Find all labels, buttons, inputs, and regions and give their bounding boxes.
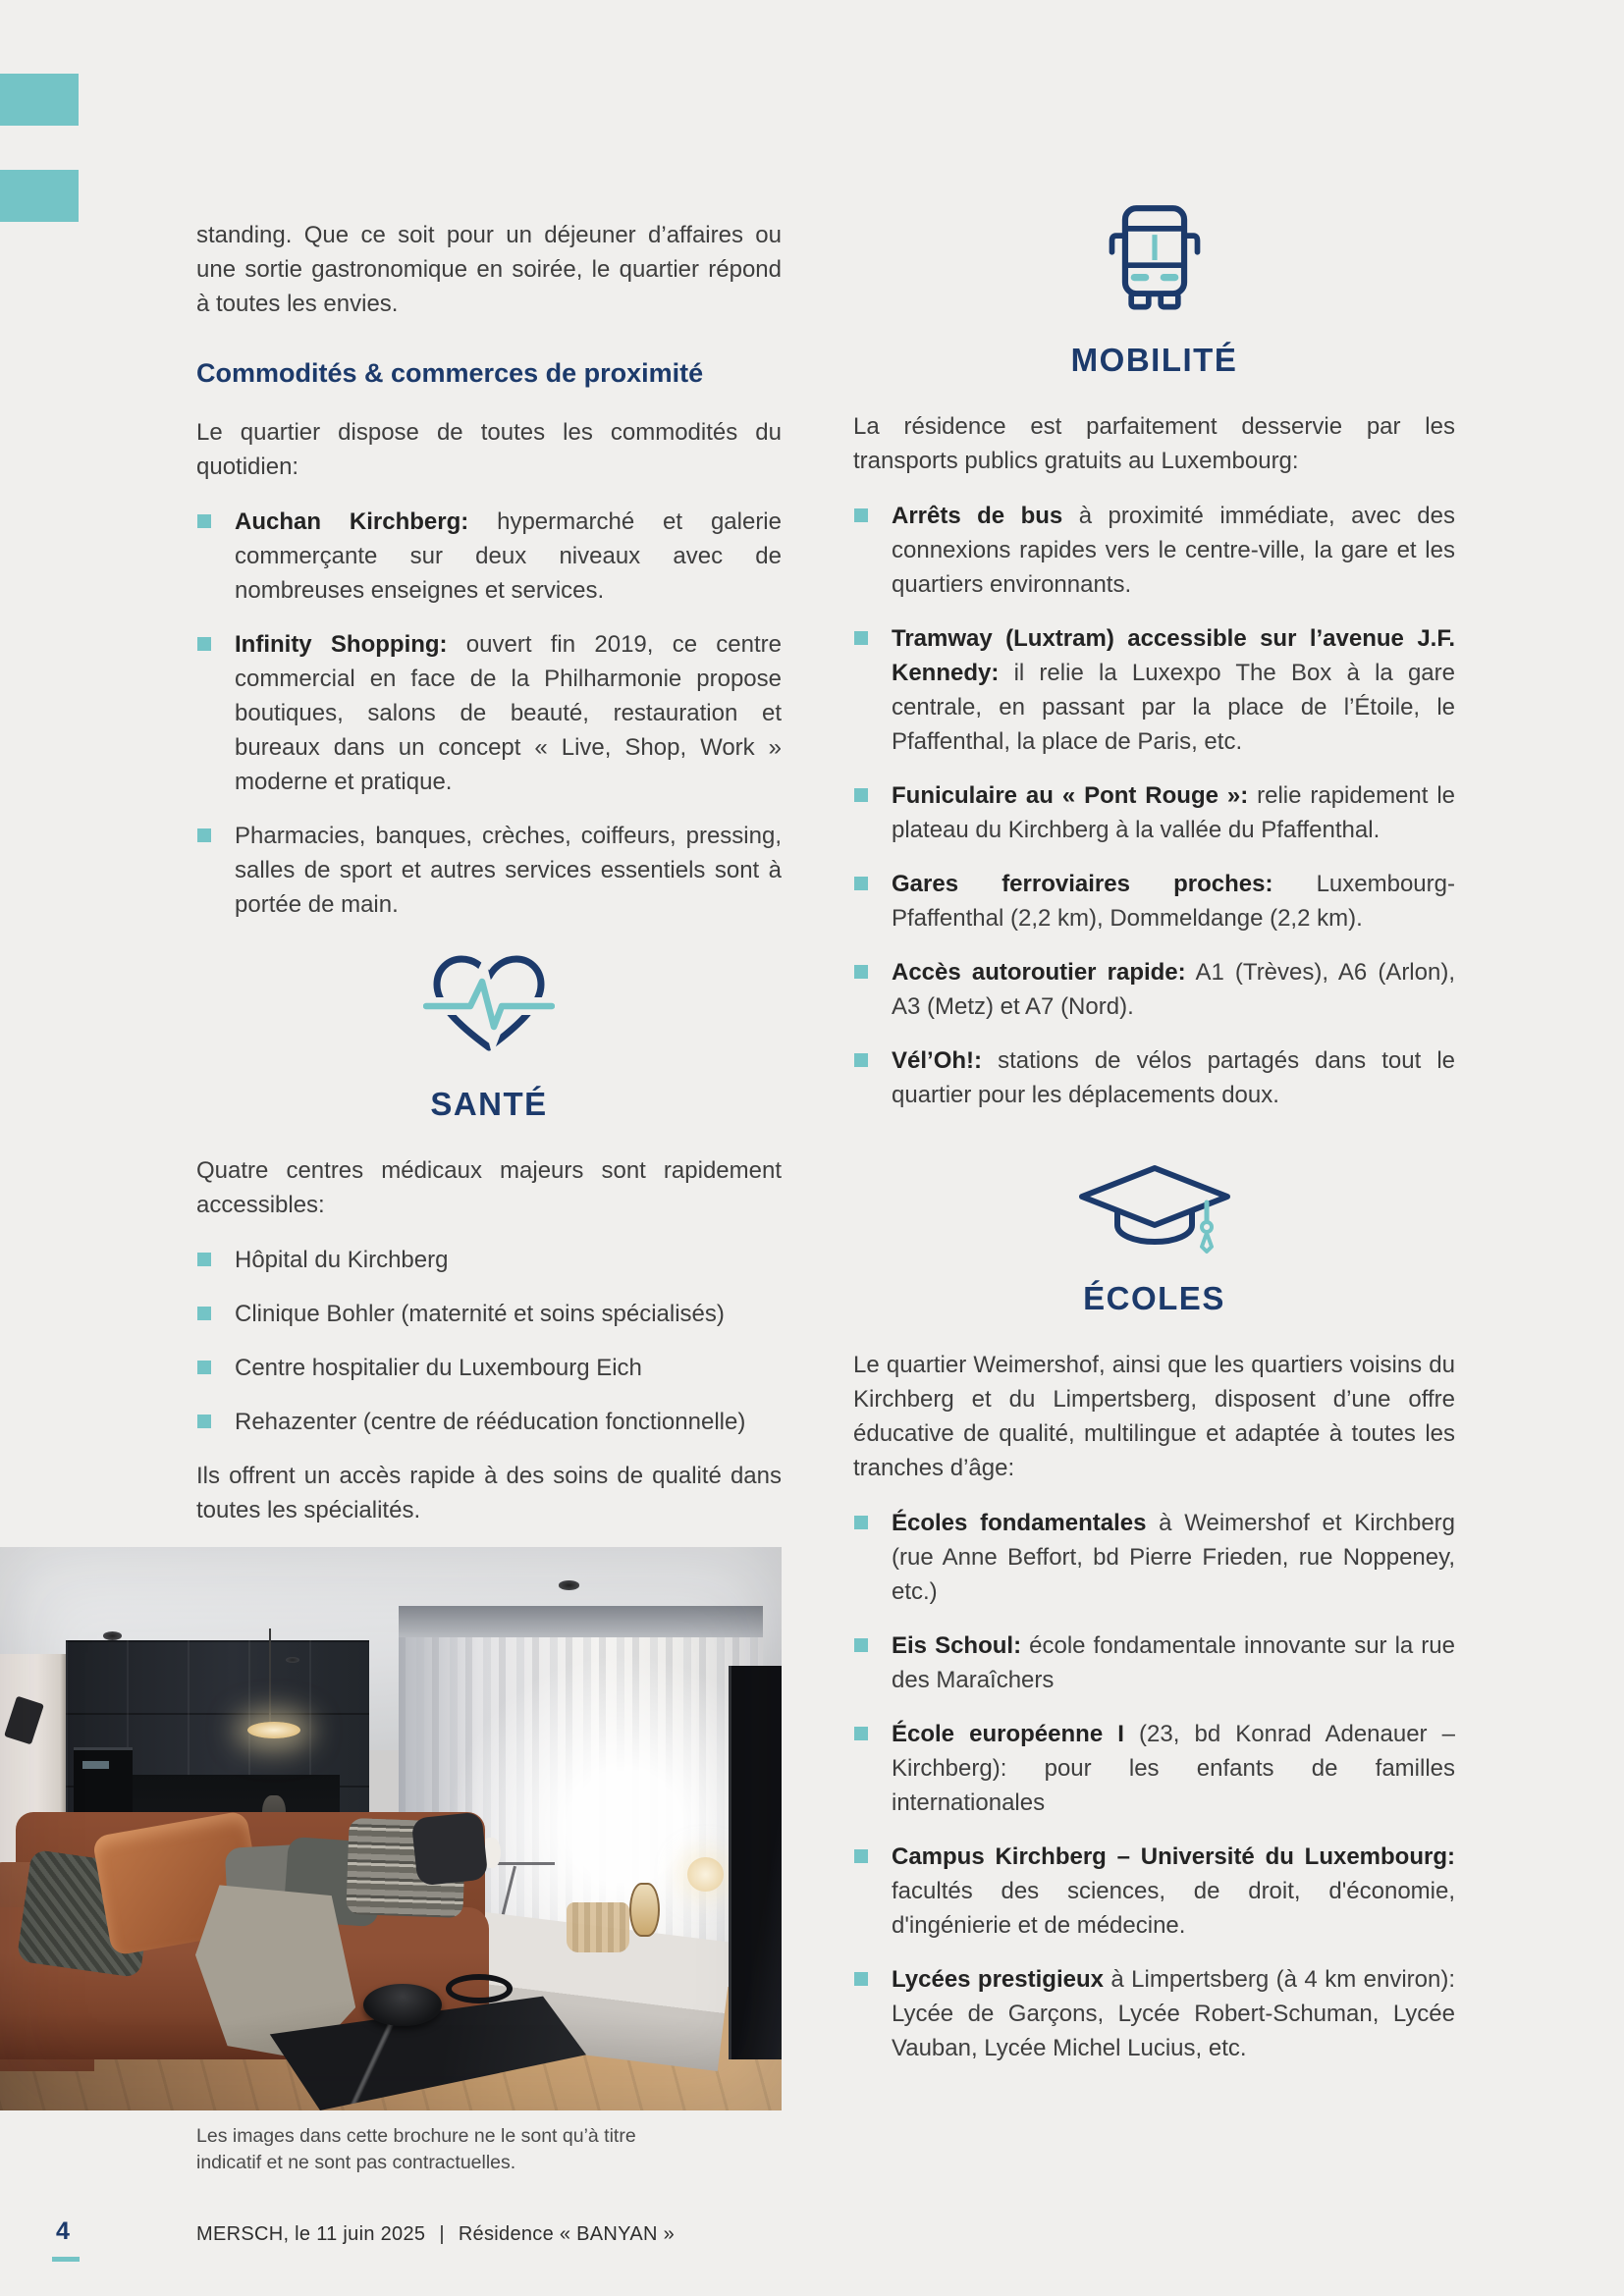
footer-residence: Résidence « BANYAN » (458, 2223, 675, 2245)
mobilite-list (853, 499, 1455, 1112)
living-room-photo (0, 1547, 782, 2110)
bullet-square-icon (854, 508, 868, 522)
list-item-lead: Infinity Shopping: (235, 631, 448, 658)
bullet-square-icon (854, 1516, 868, 1529)
list-item (196, 505, 782, 608)
sante-list (196, 1243, 782, 1439)
bullet-square-icon (197, 514, 211, 528)
list-item-text: ouvert fin 2019, ce centre commercial en face de la Philharmonie propose boutiques, salons de beauté, restauration et bureaux dans un concept « Live, Shop, Work » moderne et pratique. (235, 631, 783, 795)
bullet-square-icon (854, 631, 868, 645)
left-column (196, 218, 782, 1548)
bullet-square-icon (854, 1638, 868, 1652)
bullet-square-icon (197, 1415, 211, 1428)
list-item (853, 1840, 1455, 1943)
page-number: 4 (56, 2217, 70, 2245)
list-item-lead: Arrêts de bus (892, 503, 1063, 529)
mobilite-lead: La résidence est parfaitement desservie par les transports publics gratuits au Luxembourg: (853, 413, 1455, 474)
list-item-text: Luxembourg-Pfaffenthal (2,2 km), Dommeldange (2,2 km). (892, 871, 1455, 932)
bullet-square-icon (854, 1972, 868, 1986)
list-item-lead: Auchan Kirchberg: (235, 508, 469, 535)
list-item-text: relie rapidement le plateau du Kirchberg à la vallée du Pfaffenthal. (892, 782, 1455, 843)
list-item-text: facultés des sciences, de droit, d'économie, d'ingénierie et de médecine. (892, 1878, 1455, 1939)
sante-outro: Ils offrent un accès rapide à des soins de qualité dans toutes les spécialités. (196, 1463, 782, 1523)
list-item-lead: École européenne I (892, 1721, 1124, 1747)
list-item (196, 1243, 782, 1277)
bullet-square-icon (197, 828, 211, 842)
list-item-lead: Écoles fondamentales (892, 1510, 1147, 1536)
bullet-square-icon (854, 877, 868, 890)
list-item (853, 1043, 1455, 1112)
list-item-lead: Gares ferroviaires proches: (892, 871, 1273, 897)
bullet-square-icon (197, 1361, 211, 1374)
footer-date: MERSCH, le 11 juin 2025 (196, 2223, 426, 2245)
sante-lead: Quatre centres médicaux majeurs sont rapidement accessibles: (196, 1157, 782, 1218)
bullet-square-icon (854, 1053, 868, 1067)
bullet-square-icon (854, 1849, 868, 1863)
photo-vignette (0, 1547, 782, 2110)
ecoles-heading: ÉCOLES (1083, 1280, 1225, 1316)
list-item-text: à proximité immédiate, avec des connexions rapides vers le centre-ville, la gare et les quartiers environnants. (892, 503, 1455, 598)
list-item-text: Centre hospitalier du Luxembourg Eich (235, 1355, 642, 1381)
list-item-text: hypermarché et galerie commerçante sur deux niveaux avec de nombreuses enseignes et services. (235, 508, 782, 604)
list-item-text: Hôpital du Kirchberg (235, 1247, 449, 1273)
list-item (853, 955, 1455, 1024)
bus-icon (853, 203, 1455, 317)
list-item-text: à Weimershof et Kirchberg (rue Anne Beffort, bd Pierre Frieden, rue Noppeney, etc.) (892, 1510, 1455, 1605)
graduation-cap-icon (853, 1163, 1455, 1255)
teal-decoration-bar-1 (0, 74, 79, 126)
list-item-text: (23, bd Konrad Adenauer – Kirchberg): pour les enfants de familles internationales (892, 1721, 1455, 1816)
list-item (196, 627, 782, 799)
commodites-heading: Commodités & commerces de proximité (196, 358, 704, 388)
list-item (196, 1297, 782, 1331)
page-footer (0, 2212, 1624, 2280)
ecoles-list (853, 1506, 1455, 2065)
list-item-text: il relie la Luxexpo The Box à la gare centrale, en passant par la place de l’Étoile, le Pfaffenthal, la place de Paris, etc. (892, 660, 1455, 755)
list-item (853, 1506, 1455, 1609)
heart-pulse-icon (196, 951, 782, 1061)
bullet-square-icon (197, 1253, 211, 1266)
bullet-square-icon (854, 1727, 868, 1740)
bullet-square-icon (197, 1307, 211, 1320)
list-item-lead: Lycées prestigieux (892, 1966, 1104, 1993)
bullet-square-icon (854, 788, 868, 802)
mobilite-heading: MOBILITÉ (1070, 342, 1238, 378)
list-item-lead: Eis Schoul: (892, 1632, 1022, 1659)
list-item-text: Rehazenter (centre de rééducation fonctionnelle) (235, 1409, 746, 1435)
list-item (196, 819, 782, 922)
list-item-lead: Tramway (Luxtram) accessible sur l’avenue J.F. Kennedy: (892, 625, 1455, 686)
list-item (853, 778, 1455, 847)
list-item (853, 867, 1455, 935)
commodites-list (196, 505, 782, 922)
list-item-text: stations de vélos partagés dans tout le quartier pour les déplacements doux. (892, 1047, 1455, 1108)
list-item (196, 1405, 782, 1439)
commodites-lead: Le quartier dispose de toutes les commodités du quotidien: (196, 419, 782, 480)
list-item (853, 499, 1455, 602)
teal-decoration-bar-2 (0, 170, 79, 222)
right-column (853, 203, 1455, 2085)
list-item-text: Pharmacies, banques, crèches, coiffeurs, pressing, salles de sport et autres services essentiels sont à portée de main. (235, 823, 782, 918)
list-item-text: A1 (Trèves), A6 (Arlon), A3 (Metz) et A7 (Nord). (892, 959, 1455, 1020)
sante-heading: SANTÉ (430, 1086, 548, 1122)
list-item-lead: Accès autoroutier rapide: (892, 959, 1186, 986)
list-item-lead: Funiculaire au « Pont Rouge »: (892, 782, 1249, 809)
list-item (853, 1717, 1455, 1820)
list-item (853, 1962, 1455, 2065)
list-item-lead: Campus Kirchberg – Université du Luxembourg: (892, 1843, 1455, 1870)
intro-paragraph: standing. Que ce soit pour un déjeuner d’affaires ou une sortie gastronomique en soirée, le quartier répond à toutes les envies. (196, 222, 782, 317)
footer-separator: | (439, 2223, 445, 2245)
list-item (853, 621, 1455, 759)
ecoles-lead: Le quartier Weimershof, ainsi que les quartiers voisins du Kirchberg et du Limpertsberg, disposent d’une offre éducative de qualité, multilingue et adaptée à toutes les tranches d’âge: (853, 1352, 1455, 1481)
list-item (853, 1629, 1455, 1697)
photo-caption: Les images dans cette brochure ne le sont qu’à titre indicatif et ne sont pas contractuelles. (196, 2125, 636, 2173)
page-number-underline (52, 2257, 80, 2262)
list-item-text: école fondamentale innovante sur la rue des Maraîchers (892, 1632, 1455, 1693)
footer-text (196, 2223, 675, 2246)
list-item-text: Clinique Bohler (maternité et soins spécialisés) (235, 1301, 725, 1327)
bullet-square-icon (197, 637, 211, 651)
list-item-lead: Vél’Oh!: (892, 1047, 983, 1074)
list-item (196, 1351, 782, 1385)
list-item-text: à Limpertsberg (à 4 km environ): Lycée de Garçons, Lycée Robert-Schuman, Lycée Vauban, Lycée Michel Lucius, etc. (892, 1966, 1455, 2061)
bullet-square-icon (854, 965, 868, 979)
